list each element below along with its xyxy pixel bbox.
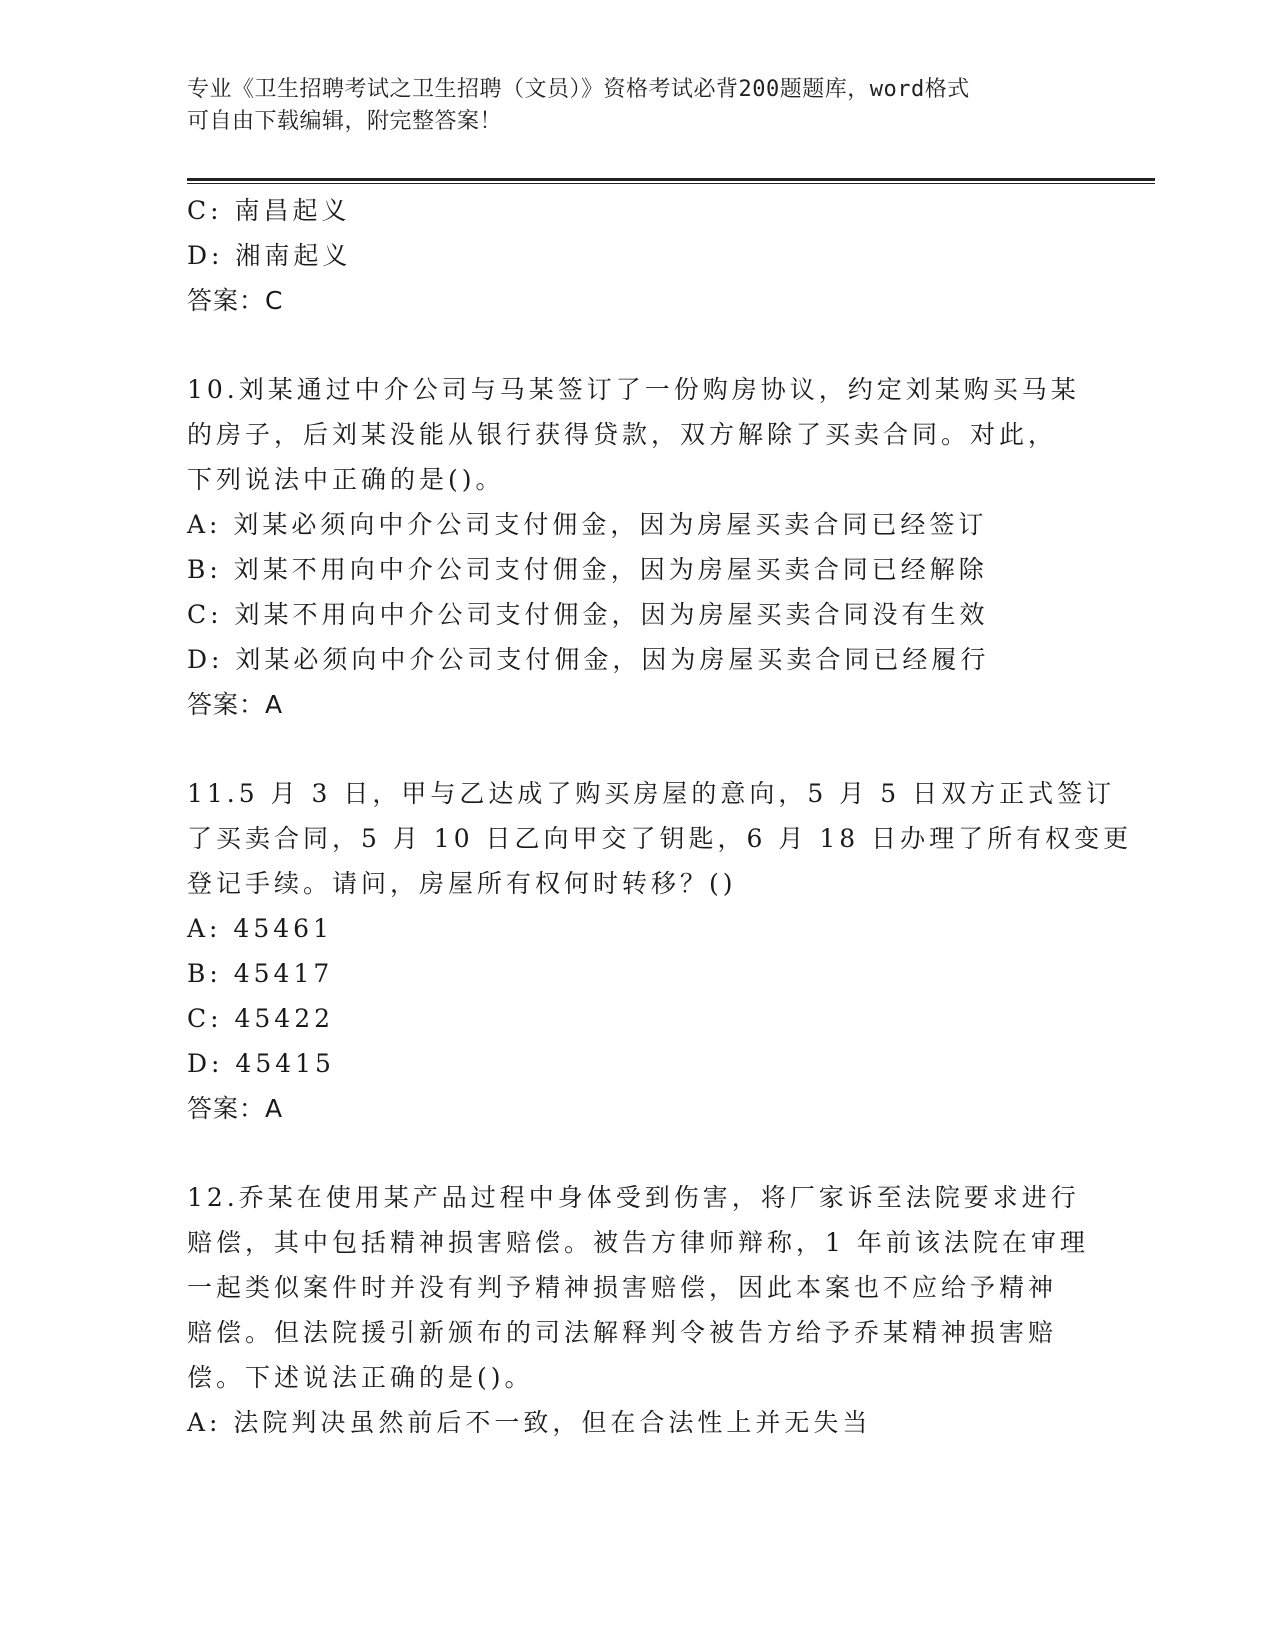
option-a: A: 法院判决虽然前后不一致，但在合法性上并无失当 — [187, 1408, 872, 1437]
answer-line: 答案：A — [187, 1094, 284, 1123]
option-b: B: 刘某不用向中介公司支付佣金，因为房屋买卖合同已经解除 — [187, 555, 988, 584]
header-divider-thin — [187, 183, 1155, 184]
question-stem-line: 了买卖合同，5 月 10 日乙向甲交了钥匙，6 月 18 日办理了所有权变更 — [187, 824, 1133, 853]
question-stem-line: 12.乔某在使用某产品过程中身体受到伤害，将厂家诉至法院要求进行 — [187, 1183, 1080, 1212]
question-stem-line: 11.5 月 3 日，甲与乙达成了购买房屋的意向，5 月 5 日双方正式签订 — [187, 779, 1116, 808]
option-d: D: 45415 — [187, 1049, 335, 1078]
question-stem-line: 赔偿，其中包括精神损害赔偿。被告方律师辩称，1 年前该法院在审理 — [187, 1228, 1089, 1257]
question-stem-line: 一起类似案件时并没有判予精神损害赔偿，因此本案也不应给予精神 — [187, 1273, 1058, 1302]
option-d: D: 刘某必须向中介公司支付佣金，因为房屋买卖合同已经履行 — [187, 645, 990, 674]
question-stem-line: 赔偿。但法院援引新颁布的司法解释判令被告方给予乔某精神损害赔 — [187, 1318, 1058, 1347]
option-d: D: 湘南起义 — [187, 241, 352, 270]
header-line-1: 专业《卫生招聘考试之卫生招聘（文员）》资格考试必背200题题库，word格式 — [187, 77, 970, 102]
answer-line: 答案：A — [187, 690, 284, 719]
option-c: C: 南昌起义 — [187, 196, 351, 225]
question-stem-line: 10.刘某通过中介公司与马某签订了一份购房协议，约定刘某购买马某 — [187, 375, 1080, 404]
question-content — [187, 188, 1133, 1445]
spacer — [187, 323, 1087, 367]
header-divider-thick — [187, 178, 1155, 181]
answer-line: 答案：C — [187, 286, 284, 315]
option-c: C: 45422 — [187, 1004, 335, 1033]
option-b: B: 45417 — [187, 959, 334, 988]
header-line-2: 可自由下载编辑，附完整答案！ — [187, 109, 503, 134]
question-11 — [187, 771, 1133, 1131]
spacer — [187, 1131, 1087, 1175]
option-c: C: 刘某不用向中介公司支付佣金，因为房屋买卖合同没有生效 — [187, 600, 989, 629]
option-a: A: 45461 — [187, 914, 333, 943]
question-stem-line: 下列说法中正确的是()。 — [187, 465, 505, 494]
spacer — [187, 727, 1087, 771]
question-stem-line: 的房子，后刘某没能从银行获得贷款，双方解除了买卖合同。对此， — [187, 420, 1058, 449]
question-10 — [187, 367, 1087, 727]
prev-question — [187, 188, 1087, 323]
question-stem-line: 偿。下述说法正确的是()。 — [187, 1363, 534, 1392]
document-header — [187, 74, 1087, 138]
option-a: A: 刘某必须向中介公司支付佣金，因为房屋买卖合同已经签订 — [187, 510, 988, 539]
question-12 — [187, 1175, 1087, 1445]
question-stem-line: 登记手续。请问，房屋所有权何时转移？() — [187, 869, 737, 898]
